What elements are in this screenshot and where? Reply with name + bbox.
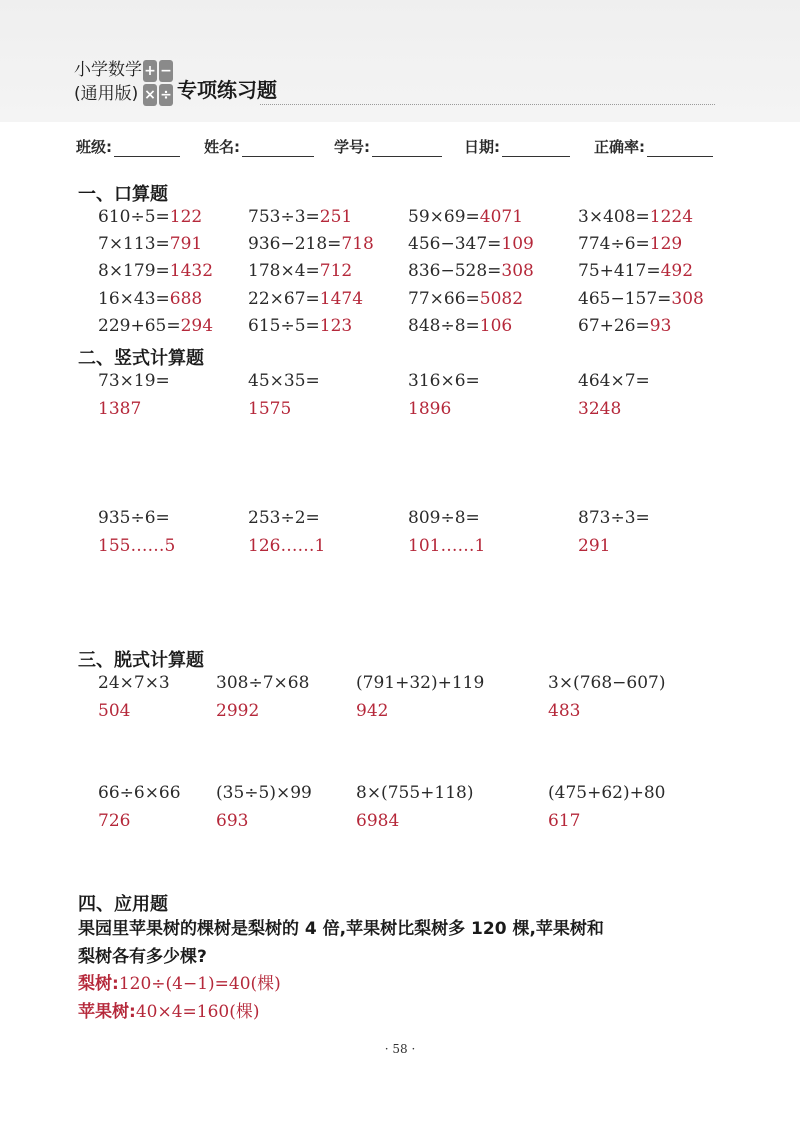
stepwise-answer: 726 [98, 811, 131, 831]
info-field-date [464, 136, 570, 157]
oral-problem: 59×69=4071 [408, 207, 524, 227]
solution-expr: 120÷(4−1)=40(棵) [118, 974, 281, 994]
oral-problem: 7×113=791 [98, 234, 203, 254]
operator-icon-grid [143, 60, 173, 108]
multiply-icon: × [143, 84, 157, 106]
stepwise-problem: (35÷5)×99 [216, 783, 312, 803]
stepwise-problem: 24×7×3 [98, 673, 170, 693]
stepwise-answer: 693 [216, 811, 249, 831]
oral-problem: 75+417=492 [578, 261, 694, 281]
stepwise-problem: 3×(768−607) [548, 673, 666, 693]
oral-problem: 456−347=109 [408, 234, 534, 254]
oral-problem: 936−218=718 [248, 234, 374, 254]
series-title: 专项练习题 [177, 78, 277, 102]
vertical-answer: 126……1 [248, 536, 326, 556]
oral-problem: 8×179=1432 [98, 261, 214, 281]
solution-label: 梨树: [78, 974, 119, 994]
vertical-problem: 809÷8= [408, 508, 480, 528]
oral-problem: 848÷8=106 [408, 316, 513, 336]
vertical-answer: 101……1 [408, 536, 486, 556]
oral-problem: 753÷3=251 [248, 207, 353, 227]
vertical-problem: 45×35= [248, 371, 320, 391]
stepwise-answer: 6984 [356, 811, 400, 831]
solution-pear [78, 972, 281, 996]
info-label: 日期: [464, 138, 500, 156]
student-id-blank[interactable] [372, 139, 442, 157]
vertical-answer: 1387 [98, 399, 142, 419]
oral-problem: 178×4=712 [248, 261, 353, 281]
vertical-answer: 3248 [578, 399, 622, 419]
oral-problem: 465−157=308 [578, 289, 704, 309]
info-field-class [76, 136, 180, 157]
info-field-student-id [334, 136, 442, 157]
stepwise-problem: (791+32)+119 [356, 673, 485, 693]
vertical-problem: 253÷2= [248, 508, 320, 528]
brand-line2: (通用版) [74, 84, 139, 104]
stepwise-problem: 308÷7×68 [216, 673, 310, 693]
solution-apple [78, 1000, 259, 1024]
solution-label: 苹果树: [78, 1002, 136, 1022]
oral-problem: 22×67=1474 [248, 289, 364, 309]
stepwise-problem: 66÷6×66 [98, 783, 181, 803]
word-problem-line2: 梨树各有多少棵? [78, 947, 207, 967]
oral-problem: 774÷6=129 [578, 234, 683, 254]
section4-title: 四、应用题 [78, 894, 168, 915]
name-blank[interactable] [242, 139, 314, 157]
oral-problem: 615÷5=123 [248, 316, 353, 336]
divide-icon: ÷ [159, 84, 173, 106]
minus-icon: − [159, 60, 173, 82]
solution-expr: 40×4=160(棵) [135, 1002, 260, 1022]
plus-icon: + [143, 60, 157, 82]
info-field-accuracy [594, 136, 713, 157]
page-number: · 58 · [384, 1042, 416, 1056]
brand-line1: 小学数学 [74, 60, 142, 80]
info-label: 姓名: [204, 138, 240, 156]
stepwise-problem: 8×(755+118) [356, 783, 474, 803]
oral-problem: 610÷5=122 [98, 207, 203, 227]
date-blank[interactable] [502, 139, 570, 157]
section3-title: 三、脱式计算题 [78, 650, 204, 671]
info-label: 学号: [334, 138, 370, 156]
header-rule [260, 104, 715, 105]
info-field-name [204, 136, 314, 157]
oral-problem: 229+65=294 [98, 316, 214, 336]
stepwise-answer: 483 [548, 701, 581, 721]
section1-title: 一、口算题 [78, 184, 168, 205]
vertical-problem: 935÷6= [98, 508, 170, 528]
info-label: 正确率: [594, 138, 645, 156]
brand-block [74, 58, 146, 106]
oral-problem: 836−528=308 [408, 261, 534, 281]
vertical-answer: 155……5 [98, 536, 176, 556]
oral-problem: 67+26=93 [578, 316, 672, 336]
vertical-answer: 1896 [408, 399, 452, 419]
student-info-line [76, 136, 726, 160]
section2-title: 二、竖式计算题 [78, 348, 204, 369]
info-label: 班级: [76, 138, 112, 156]
vertical-problem: 464×7= [578, 371, 650, 391]
stepwise-problem: (475+62)+80 [548, 783, 666, 803]
stepwise-answer: 942 [356, 701, 389, 721]
vertical-problem: 316×6= [408, 371, 480, 391]
vertical-problem: 873÷3= [578, 508, 650, 528]
vertical-answer: 1575 [248, 399, 292, 419]
stepwise-answer: 504 [98, 701, 131, 721]
vertical-problem: 73×19= [98, 371, 170, 391]
vertical-answer: 291 [578, 536, 611, 556]
oral-problem: 77×66=5082 [408, 289, 524, 309]
class-blank[interactable] [114, 139, 180, 157]
oral-problem: 3×408=1224 [578, 207, 694, 227]
oral-problem: 16×43=688 [98, 289, 203, 309]
word-problem-line1: 果园里苹果树的棵树是梨树的 4 倍,苹果树比梨树多 120 棵,苹果树和 [78, 919, 604, 939]
stepwise-answer: 617 [548, 811, 581, 831]
stepwise-answer: 2992 [216, 701, 260, 721]
accuracy-blank[interactable] [647, 139, 713, 157]
